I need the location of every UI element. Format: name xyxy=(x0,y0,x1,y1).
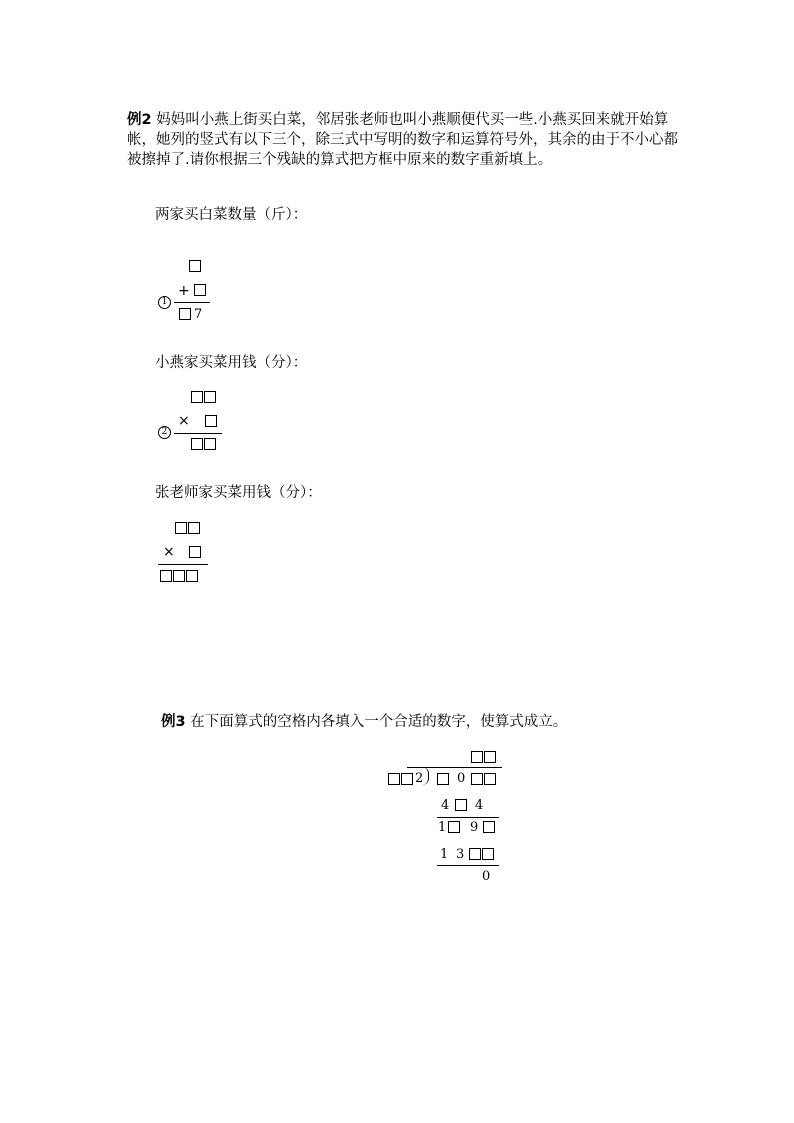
example3-line xyxy=(161,710,567,731)
subtraction-line xyxy=(437,817,499,818)
caption-xiaoyan-cost: 小燕家买菜用钱（分）： xyxy=(155,355,308,371)
blank-box xyxy=(204,438,216,450)
eq2-multiplicand xyxy=(191,391,216,403)
divisor-digit: 2 xyxy=(415,771,424,786)
blank-box xyxy=(484,751,496,763)
example2-paragraph xyxy=(127,110,687,170)
eq2-product xyxy=(191,438,216,450)
blank-box xyxy=(173,570,185,582)
blank-box xyxy=(191,391,203,403)
caption-teacher-cost: 张老师家买菜用钱（分）： xyxy=(155,485,322,501)
blank-box xyxy=(189,260,201,272)
row1-box xyxy=(455,799,467,811)
row2-box-2 xyxy=(483,821,495,833)
row1-digit-2: 4 xyxy=(475,798,484,813)
times-sign: × xyxy=(163,544,175,560)
circled-number-2: 2 xyxy=(158,426,171,439)
eq1-addend-top xyxy=(189,260,201,272)
division-bracket xyxy=(422,767,429,785)
eq1-result-digit: 7 xyxy=(194,307,203,322)
blank-box xyxy=(484,773,496,785)
row2-digit-2: 9 xyxy=(470,820,479,835)
example2-text: 妈妈叫小燕上街买白菜，邻居张老师也叫小燕顺便代买一些.小燕买回来就开始算帐，她列的竖式有以下三个，除三式中写明的数字和运算符号外，其余的由于不小心都被擦掉了.请你根据三个残缺的算式把方框中原来的数字重新填上。 xyxy=(127,112,678,168)
example2-label: 例2 xyxy=(127,112,152,128)
product-line xyxy=(158,564,208,565)
plus-sign: + xyxy=(178,283,190,299)
blank-box xyxy=(469,848,481,860)
blank-box xyxy=(388,773,400,785)
example3-label: 例3 xyxy=(161,714,186,730)
quotient xyxy=(471,751,496,763)
blank-box xyxy=(483,821,495,833)
row2-digit-1: 1 xyxy=(438,820,447,835)
blank-box xyxy=(448,821,460,833)
blank-box xyxy=(188,522,200,534)
eq1-result xyxy=(179,308,191,320)
times-sign: × xyxy=(178,413,190,429)
eq3-multiplier xyxy=(189,546,201,558)
blank-box xyxy=(401,773,413,785)
blank-box xyxy=(179,308,191,320)
row1-digit-1: 4 xyxy=(441,798,450,813)
row3-digit-1: 1 xyxy=(440,847,449,862)
blank-box xyxy=(482,848,494,860)
eq3-multiplicand xyxy=(175,522,200,534)
blank-box xyxy=(194,284,206,296)
caption-cabbage-quantity: 两家买白菜数量（斤）： xyxy=(155,207,308,223)
blank-box xyxy=(471,773,483,785)
blank-box xyxy=(471,751,483,763)
product-line xyxy=(174,433,222,434)
dividend-last xyxy=(471,773,496,785)
blank-box xyxy=(204,391,216,403)
blank-box xyxy=(191,438,203,450)
blank-box xyxy=(189,546,201,558)
remainder-digit: 0 xyxy=(482,869,491,884)
circled-number-1: 1 xyxy=(158,296,171,309)
row3-digit-2: 3 xyxy=(456,847,465,862)
blank-box xyxy=(205,415,217,427)
dividend-digit: 0 xyxy=(457,771,466,786)
subtraction-line xyxy=(437,865,499,866)
row3-boxes xyxy=(469,848,494,860)
row2-box xyxy=(448,821,460,833)
eq3-product xyxy=(160,570,198,582)
eq2-multiplier xyxy=(205,415,217,427)
divisor-boxes xyxy=(388,773,413,785)
blank-box xyxy=(175,522,187,534)
dividend-first xyxy=(437,773,449,785)
blank-box xyxy=(437,773,449,785)
blank-box xyxy=(160,570,172,582)
blank-box xyxy=(186,570,198,582)
blank-box xyxy=(455,799,467,811)
sum-line xyxy=(174,302,210,303)
example3-text: 在下面算式的空格内各填入一个合适的数字，使算式成立。 xyxy=(190,714,568,730)
eq1-addend-bottom xyxy=(194,284,206,296)
